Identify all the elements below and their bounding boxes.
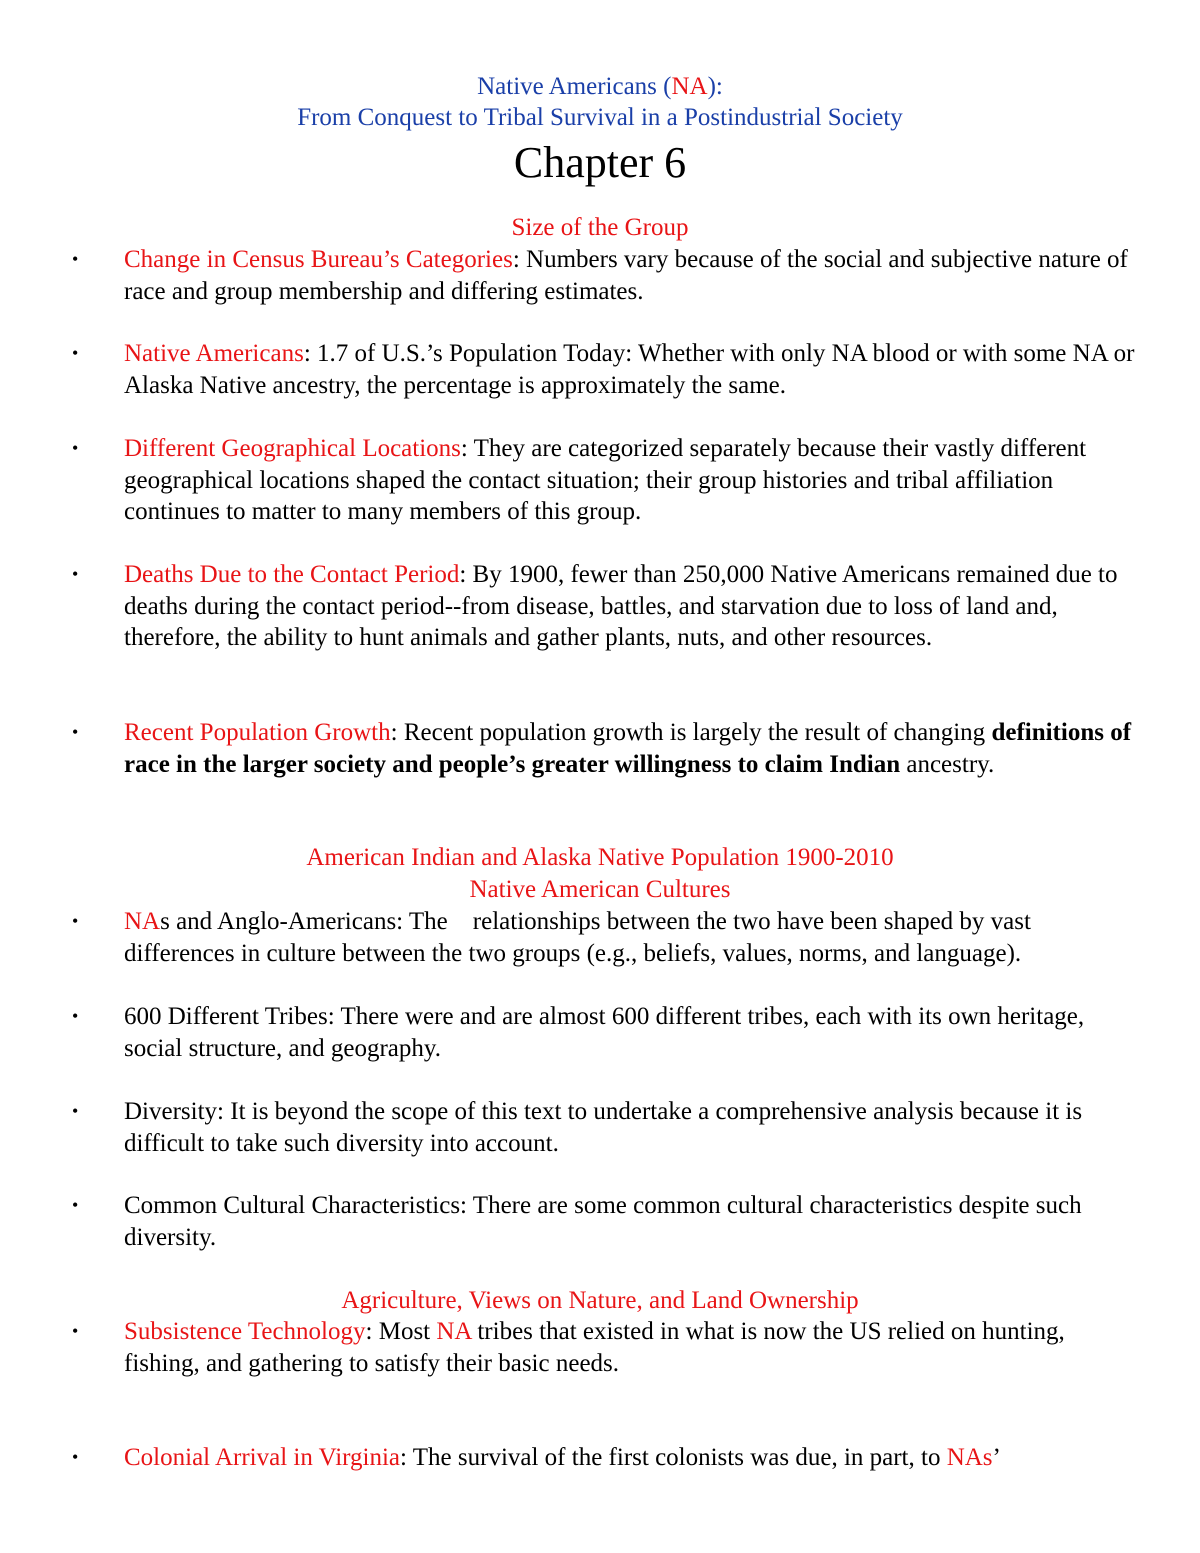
- section-heading-size-of-group: Size of the Group: [511, 214, 689, 241]
- item-tail: tribes that existed in what is now the US relied on hunting, fishing, and gathering to satisfy their basic needs.: [124, 1318, 1065, 1377]
- item-text: : 1.7 of U.S.’s Population Today: Whether with only NA blood or with some NA or Alaska Native ancestry, the percentage is approximately the same.: [124, 340, 1135, 399]
- item-term: Deaths Due to the Contact Period: [124, 561, 460, 588]
- bullet-icon: •: [72, 722, 79, 742]
- item-text: Common Cultural Characteristics: There are some common cultural characteristics despite such diversity.: [124, 1192, 1082, 1251]
- na-abbreviation: NA: [671, 73, 708, 100]
- list-item: [72, 1190, 1144, 1253]
- item-text: : Recent population growth is largely the result of changing: [390, 719, 992, 746]
- bullet-icon: •: [72, 1101, 79, 1121]
- bullet-icon: •: [72, 1321, 79, 1341]
- item-term: Change in Census Bureau’s Categories: [124, 246, 513, 273]
- bullet-icon: •: [72, 1006, 79, 1026]
- chapter-heading: Chapter 6: [513, 138, 687, 187]
- section-heading-cultures: Native American Cultures: [469, 876, 731, 903]
- item-text: : Numbers vary because of the social and subjective nature of race and group membership and differing estimates.: [124, 246, 1128, 305]
- item-term: Native Americans: [124, 340, 304, 367]
- list-item: [72, 906, 1144, 969]
- list-item: [72, 1096, 1144, 1159]
- item-text: : The survival of the first colonists was due, in part, to: [400, 1444, 947, 1471]
- bullet-icon: •: [72, 249, 79, 269]
- item-text: s and Anglo-Americans: The relationships between the two have been shaped by vast differences in culture between the two groups (e.g., beliefs, values, norms, and language).: [124, 908, 1038, 967]
- item-text: : By 1900, fewer than 250,000 Native Americans remained due to deaths during the contact period--from disease, battles, and starvation due to loss of land and, therefore, the ability to hunt animals and gather plants, nuts, and other resources.: [124, 561, 1118, 651]
- list-item: [72, 1442, 1144, 1474]
- bullet-icon: •: [72, 564, 79, 584]
- item-term: Different Geographical Locations: [124, 435, 461, 462]
- item-text: Diversity: It is beyond the scope of this text to undertake a comprehensive analysis because it is difficult to take such diversity into account.: [124, 1098, 1083, 1157]
- item-term-2: NAs: [946, 1444, 993, 1471]
- item-term: Colonial Arrival in Virginia: [124, 1444, 401, 1471]
- list-item: [72, 338, 1144, 401]
- list-item: [72, 244, 1144, 307]
- bullet-icon: •: [72, 1447, 79, 1467]
- item-term-2: NA: [436, 1318, 472, 1345]
- item-text: : They are categorized separately because their vastly different geographical locations shaped the contact situation; their group histories and tribal affiliation continues to matter to many members of this group.: [124, 435, 1087, 525]
- item-text: : Most: [365, 1318, 437, 1345]
- bullet-icon: •: [72, 1195, 79, 1215]
- section-heading-agriculture: Agriculture, Views on Nature, and Land Ownership: [341, 1287, 859, 1314]
- item-text: 600 Different Tribes: There were and are almost 600 different tribes, each with its own heritage, social structure, and geography.: [124, 1003, 1085, 1062]
- item-bold-text: definitions of race in the larger society and people’s greater willingness to claim Indian: [124, 719, 1132, 778]
- document-subtitle: From Conquest to Tribal Survival in a Postindustrial Society: [297, 104, 903, 131]
- bullet-icon: •: [72, 343, 79, 363]
- list-item: [72, 433, 1144, 528]
- item-term: NA: [124, 908, 161, 935]
- list-item: [72, 717, 1144, 780]
- item-tail: ancestry.: [900, 750, 995, 778]
- bullet-icon: •: [72, 911, 79, 931]
- bullet-icon: •: [72, 438, 79, 458]
- document-title-line1: Native Americans (NA):: [477, 73, 723, 100]
- list-item: [72, 1001, 1144, 1064]
- item-tail: ’: [992, 1444, 1001, 1471]
- list-item: [72, 1316, 1144, 1379]
- item-term: Subsistence Technology: [124, 1318, 366, 1345]
- list-item: [72, 559, 1144, 654]
- item-term: Recent Population Growth: [124, 719, 391, 746]
- section-heading-population: American Indian and Alaska Native Population 1900-2010: [306, 844, 894, 871]
